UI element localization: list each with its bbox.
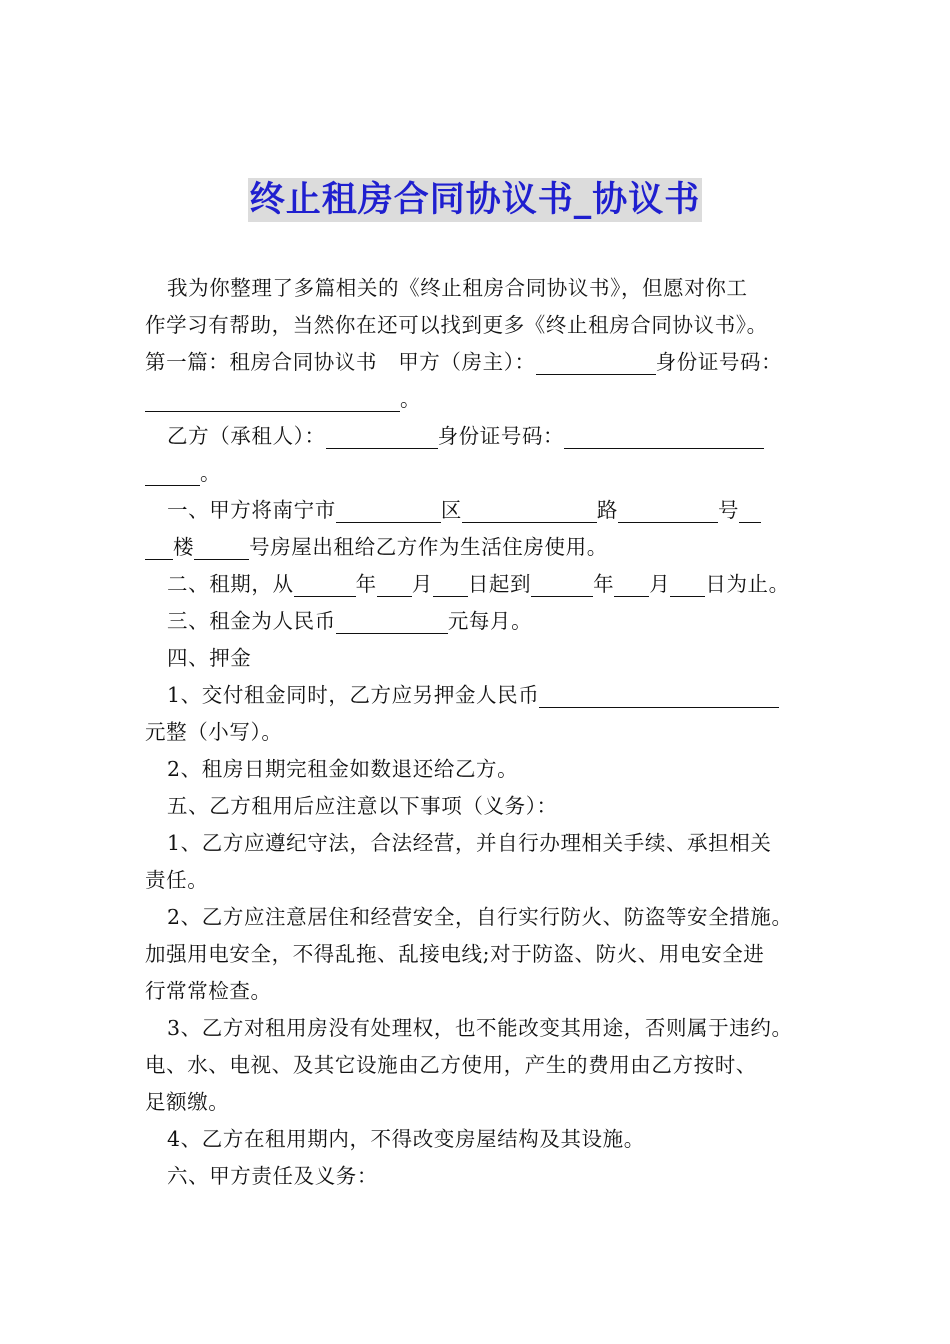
blank-road (462, 498, 597, 523)
clause-4-1-line (145, 677, 817, 714)
text: 作学习有帮助，当然你在还可以找到更多《终止租房合同协议书》。 (145, 313, 768, 337)
clause-5-1-line-2 (145, 862, 817, 899)
text: 2、乙方应注意居住和经营安全，自行实行防火、防盗等安全措施。 (167, 905, 793, 929)
text: 。 (200, 461, 222, 485)
text: 区 (440, 498, 462, 522)
text: 日起到 (467, 572, 532, 596)
clause-2-line (145, 566, 817, 603)
clause-5-heading (145, 788, 817, 825)
text: 元整（小写）。 (145, 720, 283, 744)
clause-1-line (145, 492, 817, 529)
text: 2、租房日期完租金如数退还给乙方。 (167, 757, 519, 781)
text: 我为你整理了多篇相关的《终止租房合同协议书》，但愿对你工 (167, 276, 748, 300)
text: 1、乙方应遵纪守法，合法经营，并自行办理相关手续、承担相关 (167, 831, 772, 855)
text: 号房屋出租给乙方作为生活住房使用。 (249, 535, 608, 559)
clause-4-2-line (145, 751, 817, 788)
clause-1-line-2 (145, 529, 817, 566)
text: 加强用电安全，不得乱拖、乱接电线;对于防盗、防火、用电安全进 (145, 942, 765, 966)
text: 4、乙方在租用期内，不得改变房屋结构及其设施。 (167, 1127, 645, 1151)
party-a-id-line (145, 381, 817, 418)
blank-room (194, 535, 249, 560)
blank-end-month (614, 572, 649, 597)
clause-5-2-line (145, 899, 817, 936)
party-a-line (145, 344, 817, 381)
blank-start-day (433, 572, 468, 597)
text: 电、水、电视、及其它设施由乙方使用，产生的费用由乙方按时、 (145, 1053, 757, 1077)
text: 责任。 (145, 868, 209, 892)
blank-tenant-name (326, 424, 438, 449)
text: 日为止。 (705, 572, 790, 596)
text: 五、乙方租用后应注意以下事项（义务）： (167, 794, 558, 818)
text: 3、乙方对租用房没有处理权，也不能改变其用途，否则属于违约。 (167, 1016, 793, 1040)
text: 号 (718, 498, 740, 522)
text: 二、租期，从 (167, 572, 294, 596)
clause-5-3-line-3 (145, 1084, 817, 1121)
blank-district (336, 498, 441, 523)
blank-deposit (539, 683, 779, 708)
text: 月 (649, 572, 671, 596)
text: 第一篇：租房合同协议书 甲方（房主）： (145, 350, 536, 374)
blank-start-month (377, 572, 412, 597)
text: 三、租金为人民币 (167, 609, 336, 633)
text: 一、甲方将南宁市 (167, 498, 336, 522)
text: 足额缴。 (145, 1090, 230, 1114)
clause-5-4-line (145, 1121, 817, 1158)
clause-5-1-line (145, 825, 817, 862)
clause-4-1-line-2 (145, 714, 817, 751)
blank-landlord-id (145, 387, 400, 412)
text: 身份证号码： (655, 350, 783, 374)
party-b-id-line (145, 455, 817, 492)
intro-line-1 (145, 270, 817, 307)
clause-6-heading (145, 1158, 817, 1195)
blank-tenant-id-cont (145, 461, 200, 486)
blank-landlord-name (536, 350, 656, 375)
text: 四、押金 (167, 646, 252, 670)
clause-5-3-line-2 (145, 1047, 817, 1084)
blank-number (618, 498, 718, 523)
text: 年 (355, 572, 377, 596)
blank-end-year (531, 572, 593, 597)
text: 年 (593, 572, 615, 596)
text: 楼 (173, 535, 195, 559)
clause-5-2-line-2 (145, 936, 817, 973)
text: 六、甲方责任及义务： (167, 1164, 378, 1188)
text: 月 (411, 572, 433, 596)
text: 元每月。 (447, 609, 533, 633)
text: 1、交付租金同时，乙方应另押金人民币 (167, 683, 540, 707)
blank-rent (336, 609, 448, 634)
text: 行常常检查。 (145, 979, 272, 1003)
blank-start-year (294, 572, 356, 597)
party-b-line (145, 418, 817, 455)
clause-5-3-line (145, 1010, 817, 1047)
clause-3-line (145, 603, 817, 640)
document-body (145, 270, 817, 1195)
blank-end-day (670, 572, 705, 597)
clause-4-heading (145, 640, 817, 677)
blank-building (739, 498, 761, 523)
text: 乙方（承租人）： (167, 424, 326, 448)
blank-tenant-id (564, 424, 764, 449)
intro-line-2 (145, 307, 817, 344)
text: 。 (400, 387, 422, 411)
blank-building-cont (145, 535, 173, 560)
title-wrap (0, 178, 950, 222)
text: 身份证号码： (437, 424, 565, 448)
text: 路 (596, 498, 619, 522)
document-title: 终止租房合同协议书_协议书 (249, 180, 701, 220)
clause-5-2-line-3 (145, 973, 817, 1010)
